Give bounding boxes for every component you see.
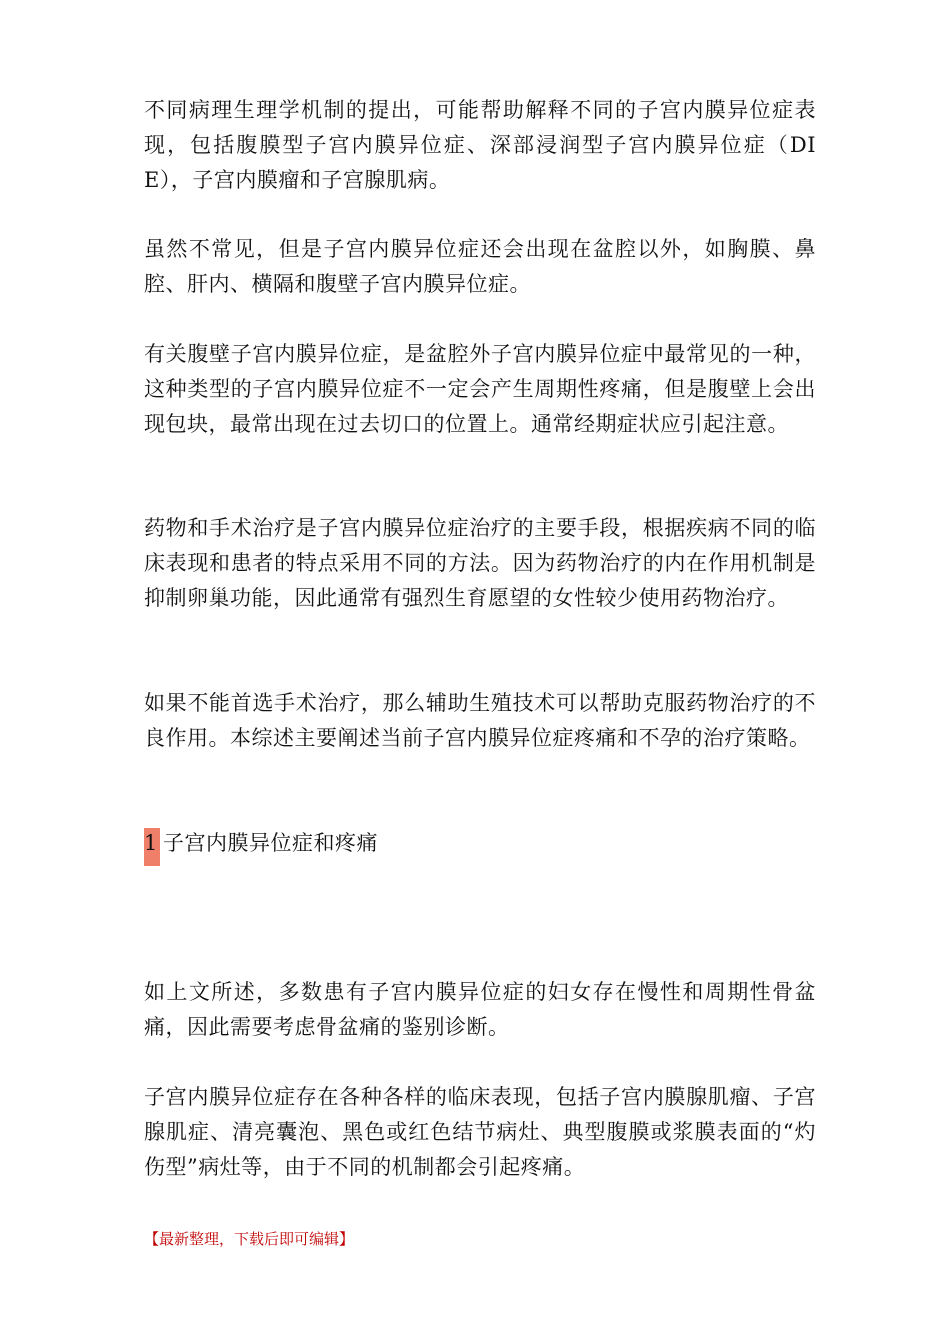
paragraph-assisted-reproduction: 如果不能首选手术治疗，那么辅助生殖技术可以帮助克服药物治疗的不良作用。本综述主要阐述当前子宫内膜异位症疼痛和不孕的治疗策略。	[144, 691, 816, 750]
paragraph-abdominal-wall: 有关腹壁子宫内膜异位症，是盆腔外子宫内膜异位症中最常见的一种，这种类型的子宫内膜异位症不一定会产生周期性疼痛，但是腹壁上会出现包块，最常出现在过去切口的位置上。通常经期症状应引起注意。	[144, 342, 816, 436]
paragraph-clinical-manifestations: 子宫内膜异位症存在各种各样的临床表现，包括子宫内膜腺肌瘤、子宫腺肌症、清亮囊泡、黑色或红色结节病灶、典型腹膜或浆膜表面的“灼伤型”病灶等，由于不同的机制都会引起疼痛。	[144, 1085, 816, 1179]
section-title: 子宫内膜异位症和疼痛	[163, 831, 378, 855]
paragraph-extrapelvic: 虽然不常见，但是子宫内膜异位症还会出现在盆腔以外，如胸膜、鼻腔、肝内、横隔和腹壁子宫内膜异位症。	[144, 237, 816, 296]
footer-note: 【最新整理，下载后即可编辑】	[144, 1230, 355, 1248]
paragraph-treatment: 药物和手术治疗是子宫内膜异位症治疗的主要手段，根据疾病不同的临床表现和患者的特点采用不同的方法。因为药物治疗的内在作用机制是抑制卵巢功能，因此通常有强烈生育愿望的女性较少使用药物治疗。	[144, 516, 816, 610]
section-number: 1	[144, 828, 160, 866]
paragraph-mechanisms: 不同病理生理学机制的提出，可能帮助解释不同的子宫内膜异位症表现，包括腹膜型子宫内膜异位症、深部浸润型子宫内膜异位症（DIE），子宫内膜瘤和子宫腺肌病。	[144, 98, 816, 192]
section-heading	[144, 828, 378, 866]
paragraph-pelvic-pain: 如上文所述，多数患有子宫内膜异位症的妇女存在慢性和周期性骨盆痛，因此需要考虑骨盆痛的鉴别诊断。	[144, 980, 816, 1039]
